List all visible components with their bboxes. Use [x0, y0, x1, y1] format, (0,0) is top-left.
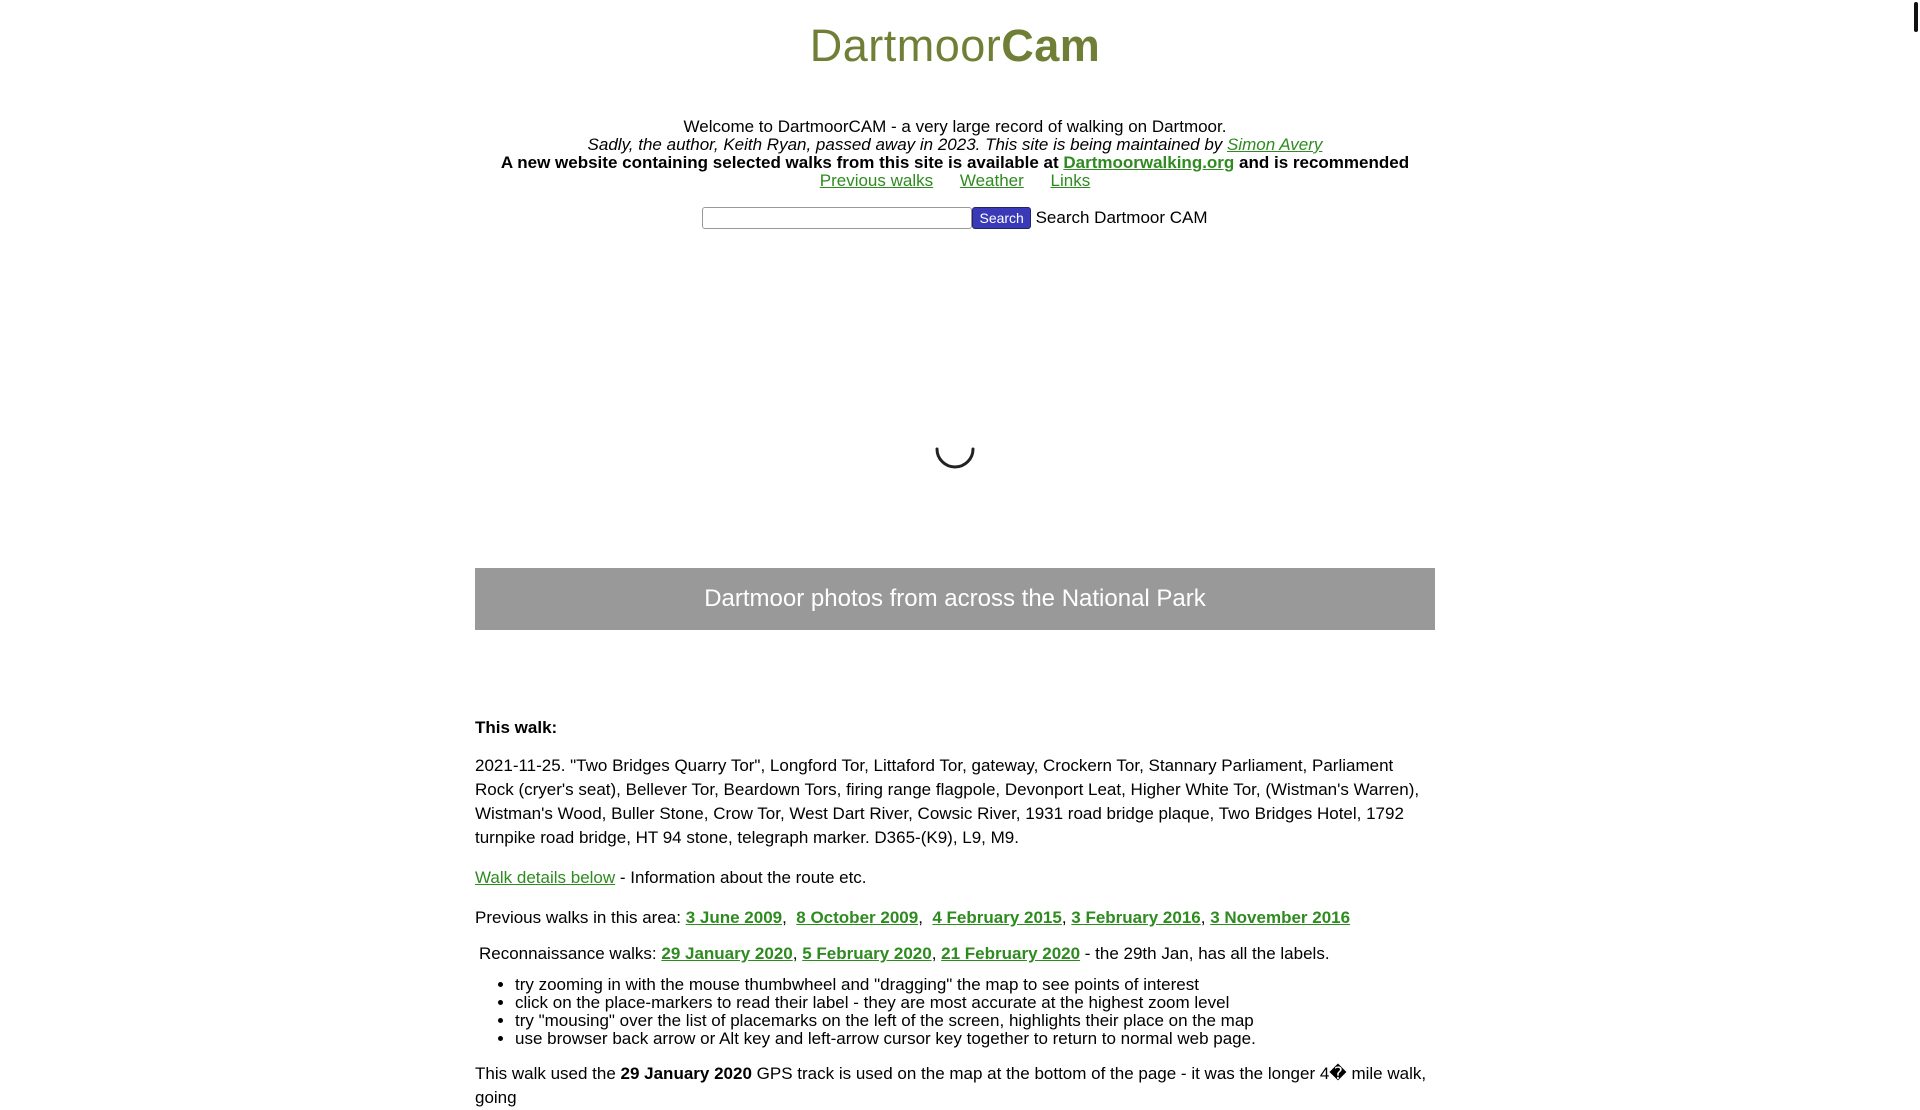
list-item: • use browser back arrow or Alt key and left-arrow cursor key together to return to normal web page.	[515, 1030, 1435, 1048]
nav-previous-walks[interactable]: Previous walks	[819, 171, 934, 190]
welcome-text: Welcome to DartmoorCAM - a very large record of walking on Dartmoor.	[683, 117, 1227, 136]
previous-walks: Previous walks in this area: 3 June 2009, 8 October 2009, 4 February 2015, 3 February 2016, 3 November 2016	[475, 908, 1351, 927]
previous-walk-link[interactable]: 3 November 2016	[1210, 908, 1351, 927]
site-logo[interactable]	[0, 20, 1910, 72]
previous-walk-link[interactable]: 3 June 2009	[685, 908, 783, 927]
walk-details-suffix: - Information about the route etc.	[615, 868, 867, 887]
previous-walk-link[interactable]: 3 February 2016	[1071, 908, 1201, 927]
search-bar	[0, 207, 1910, 229]
previous-walk-link[interactable]: 4 February 2015	[932, 908, 1062, 927]
scrollbar[interactable]	[1912, 0, 1920, 1080]
recon-walk-link[interactable]: 29 January 2020	[661, 944, 793, 963]
reconnaissance-walks: Reconnaissance walks: 29 January 2020, 5 February 2020, 21 February 2020 - the 29th Jan, has all the labels.	[479, 944, 1330, 963]
new-site-text: A new website containing selected walks from this site is available at	[500, 153, 1064, 172]
walk-content	[475, 716, 1435, 1110]
top-nav	[0, 172, 1910, 190]
scrollbar-thumb[interactable]	[1914, 2, 1918, 32]
loading-spinner-icon	[934, 432, 976, 474]
intro-block	[0, 118, 1910, 190]
maintained-notice	[0, 136, 1910, 154]
map-tips-list	[475, 976, 1435, 1048]
used-prefix: This walk used the	[475, 1064, 621, 1083]
maintained-text: Sadly, the author, Keith Ryan, passed away in 2023. This site is being maintained by	[587, 135, 1227, 154]
list-item: • try zooming in with the mouse thumbwheel and "dragging" the map to see points of interest	[515, 976, 1435, 994]
list-item: • try "mousing" over the list of placemarks on the left of the screen, highlights their place on the map	[515, 1012, 1435, 1030]
photos-banner[interactable]: Dartmoor photos from across the National Park	[475, 568, 1435, 630]
logo-part-1: Dartmoor	[809, 20, 1002, 71]
recon-walk-link[interactable]: 5 February 2020	[802, 944, 932, 963]
new-site-link[interactable]: Dartmoorwalking.org	[1063, 153, 1235, 172]
new-site-suffix: and is recommended	[1234, 153, 1410, 172]
maintainer-link[interactable]: Simon Avery	[1227, 135, 1323, 154]
walk-description: 2021-11-25. "Two Bridges Quarry Tor", Longford Tor, Littaford Tor, gateway, Crockern Tor, Stannary Parliament, Parliament Rock (cryer's seat), Bellever Tor, Beardown Tors, firing range flagpole, Devonport Leat, Higher White Tor, (Wistman's Warren), Wistman's Wood, Buller Stone, Crow Tor, West Dart River, Cowsic River, 1931 road bridge plaque, Two Bridges Hotel, 1792 turnpike road bridge, HT 94 stone, telegraph marker. D365-(K9), L9, M9.	[475, 756, 1420, 847]
walk-heading: This walk:	[475, 718, 558, 737]
recon-suffix: - the 29th Jan, has all the labels.	[1080, 944, 1330, 963]
gps-track-note	[475, 1062, 1435, 1110]
search-button[interactable]: Search	[972, 207, 1030, 229]
walk-details-link[interactable]: Walk details below	[475, 868, 616, 887]
logo-part-2: Cam	[1001, 20, 1101, 71]
recon-walk-link[interactable]: 21 February 2020	[941, 944, 1081, 963]
previous-walk-link[interactable]: 8 October 2009	[796, 908, 919, 927]
used-suffix: GPS track is used on the map at the bottom of the page - it was the longer 4� mile walk, going	[475, 1064, 1427, 1107]
nav-links[interactable]: Links	[1050, 171, 1091, 190]
nav-weather[interactable]: Weather	[959, 171, 1024, 190]
walk-details	[475, 866, 1435, 890]
search-label: Search Dartmoor CAM	[1035, 208, 1208, 227]
new-site-notice	[0, 154, 1910, 172]
search-input[interactable]	[702, 207, 972, 229]
previous-walks-label: Previous walks in this area:	[475, 908, 686, 927]
recon-label: Reconnaissance walks:	[479, 944, 662, 963]
used-date: 29 January 2020	[620, 1064, 752, 1083]
list-item: • click on the place-markers to read their label - they are most accurate at the highest zoom level	[515, 994, 1435, 1012]
